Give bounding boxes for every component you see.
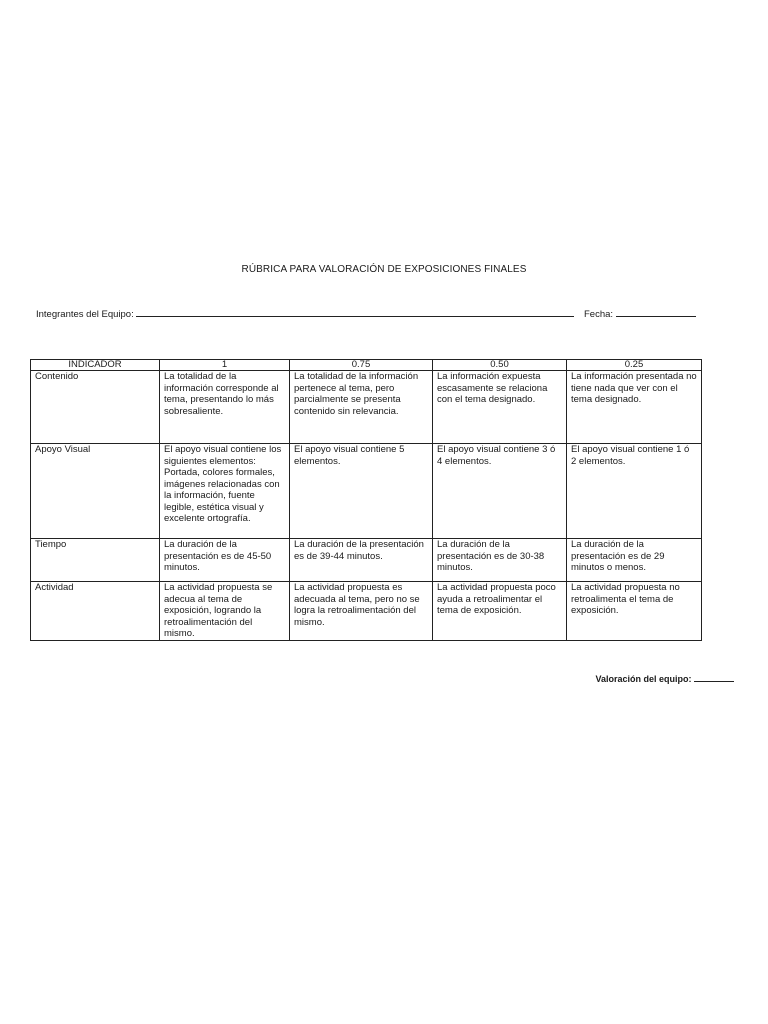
indicator-cell: Tiempo (31, 539, 160, 582)
criteria-cell: El apoyo visual contiene 5 elementos. (290, 444, 433, 539)
team-score-line (595, 673, 734, 684)
header-score-1: 1 (160, 360, 290, 371)
table-row (31, 582, 702, 641)
table-row (31, 539, 702, 582)
indicator-cell: Contenido (31, 371, 160, 444)
criteria-cell: La duración de la presentación es de 39-44 minutos. (290, 539, 433, 582)
indicator-cell: Actividad (31, 582, 160, 641)
criteria-cell: La duración de la presentación es de 30-38 minutos. (433, 539, 567, 582)
header-score-075: 0.75 (290, 360, 433, 371)
team-members-label: Integrantes del Equipo: (36, 309, 134, 320)
date-blank (616, 307, 696, 317)
header-score-050: 0.50 (433, 360, 567, 371)
criteria-cell: El apoyo visual contiene los siguientes elementos: Portada, colores formales, imágenes relacionadas con la información, fuente legible, estética visual y excelente ortografía. (160, 444, 290, 539)
table-header-row (31, 360, 702, 371)
team-members-blank (136, 307, 574, 317)
date-label: Fecha: (584, 309, 614, 320)
team-line (36, 307, 696, 320)
table-row (31, 444, 702, 539)
criteria-cell: La actividad propuesta es adecuada al tema, pero no se logra la retroalimentación del mismo. (290, 582, 433, 641)
criteria-cell: La totalidad de la información corresponde al tema, presentando lo más sobresaliente. (160, 371, 290, 444)
criteria-cell: La información expuesta escasamente se relaciona con el tema designado. (433, 371, 567, 444)
criteria-cell: El apoyo visual contiene 3 ó 4 elementos. (433, 444, 567, 539)
criteria-cell: La totalidad de la información pertenece al tema, pero parcialmente se presenta contenido sin relevancia. (290, 371, 433, 444)
header-indicator: INDICADOR (31, 360, 160, 371)
criteria-cell: La actividad propuesta no retroalimenta el tema de exposición. (567, 582, 702, 641)
team-score-blank (694, 673, 734, 682)
criteria-cell: La duración de la presentación es de 45-50 minutos. (160, 539, 290, 582)
header-score-025: 0.25 (567, 360, 702, 371)
criteria-cell: El apoyo visual contiene 1 ó 2 elementos. (567, 444, 702, 539)
criteria-cell: La actividad propuesta se adecua al tema de exposición, logrando la retroalimentación del mismo. (160, 582, 290, 641)
criteria-cell: La duración de la presentación es de 29 minutos o menos. (567, 539, 702, 582)
indicator-cell: Apoyo Visual (31, 444, 160, 539)
rubric-table (30, 359, 702, 641)
criteria-cell: La actividad propuesta poco ayuda a retroalimentar el tema de exposición. (433, 582, 567, 641)
team-score-label: Valoración del equipo: (595, 674, 692, 684)
table-row (31, 371, 702, 444)
document-title: RÚBRICA PARA VALORACIÓN DE EXPOSICIONES FINALES (241, 264, 527, 275)
criteria-cell: La información presentada no tiene nada que ver con el tema designado. (567, 371, 702, 444)
